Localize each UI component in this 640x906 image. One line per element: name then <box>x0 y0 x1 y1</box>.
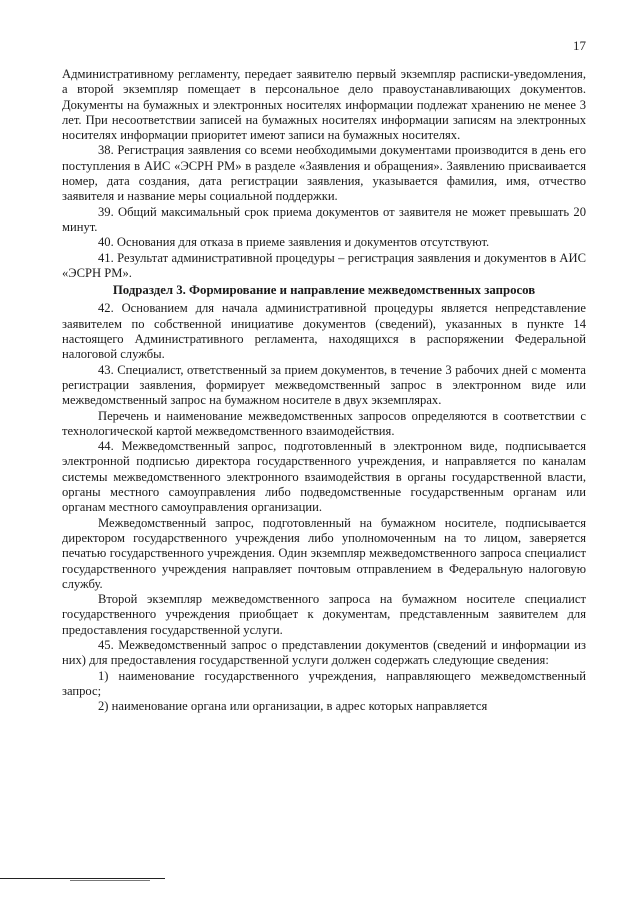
footer-rule <box>0 878 165 879</box>
page-number: 17 <box>573 38 586 53</box>
document-body <box>62 67 586 714</box>
paragraph-42: 42. Основанием для начала административной процедуры является непредставление заявителем по собственной инициативе документов (сведений), указанных в пункте 14 настоящего Административного регламента, находящихся в распоряжении Федеральной налоговой службы. <box>62 301 586 362</box>
list-item-2: 2) наименование органа или организации, в адрес которых направляется <box>98 699 488 714</box>
list-item-1: 1) наименование государственного учреждения, направляющего межведомственный запрос; <box>62 668 586 698</box>
paragraph-continuation: Административному регламенту, передает заявителю первый экземпляр расписки-уведомления, а второй экземпляр помещает в персональное дело правоустанавливающих документов. Документы на бумажных и электронных носителях информации подлежат хранению не менее 3 лет. При несоответствии записей на бумажных носителях информации записям на электронных носителях информации приоритет имеют записи на бумажных носителях. <box>62 67 586 143</box>
paragraph-44-paper-request: Межведомственный запрос, подготовленный на бумажном носителе, подписывается директором государственного учреждения либо уполномоченным на то лицом, заверяется печатью государственного учреждения. Один экземпляр межведомственного запроса специалист государственного учреждения направляет почтовым отправлением в Федеральную налоговую службу. <box>62 515 586 591</box>
paragraph-38: 38. Регистрация заявления со всеми необходимыми документами производится в день его поступления в АИС «ЭСРН РМ» в разделе «Заявления и обращения». Заявлению присваивается номер, дата создания, дата регистрации заявления, указывается фамилия, имя, отчество заявителя и название меры социальной поддержки. <box>62 143 586 204</box>
paragraph-39: 39. Общий максимальный срок приема документов от заявителя не может превышать 20 минут. <box>62 204 586 234</box>
paragraph-41: 41. Результат административной процедуры – регистрация заявления и документов в АИС «ЭСРН РМ». <box>62 250 586 280</box>
paragraph-45: 45. Межведомственный запрос о представлении документов (сведений и информации из них) для предоставления государственной услуги должен содержать следующие сведения: <box>62 637 586 668</box>
paragraph-44: 44. Межведомственный запрос, подготовленный в электронном виде, подписывается электронной подписью директора государственного учреждения, и направляется по каналам системы межведомственного электронного взаимодействия в органы государственной власти, органы местного самоуправления либо подведомственные государственным органам или органам местного самоуправления организации. <box>62 439 586 515</box>
paragraph-40: 40. Основания для отказа в приеме заявления и документов отсутствуют. <box>98 235 490 250</box>
section-heading: Подраздел 3. Формирование и направление межведомственных запросов <box>112 283 536 298</box>
paragraph-43: 43. Специалист, ответственный за прием документов, в течение 3 рабочих дней с момента регистрации заявления, формирует межведомственный запрос в электронном виде или межведомственный запрос на бумажном носителе в двух экземплярах. <box>62 362 586 408</box>
paragraph-43-list-of-requests: Перечень и наименование межведомственных запросов определяются в соответствии с технологической картой межведомственного взаимодействия. <box>62 408 586 438</box>
footer-rule-secondary <box>70 880 150 881</box>
paragraph-44-second-copy: Второй экземпляр межведомственного запроса на бумажном носителе специалист государственного учреждения приобщает к документам, представленным заявителем для предоставления государственной услуги. <box>62 592 586 637</box>
